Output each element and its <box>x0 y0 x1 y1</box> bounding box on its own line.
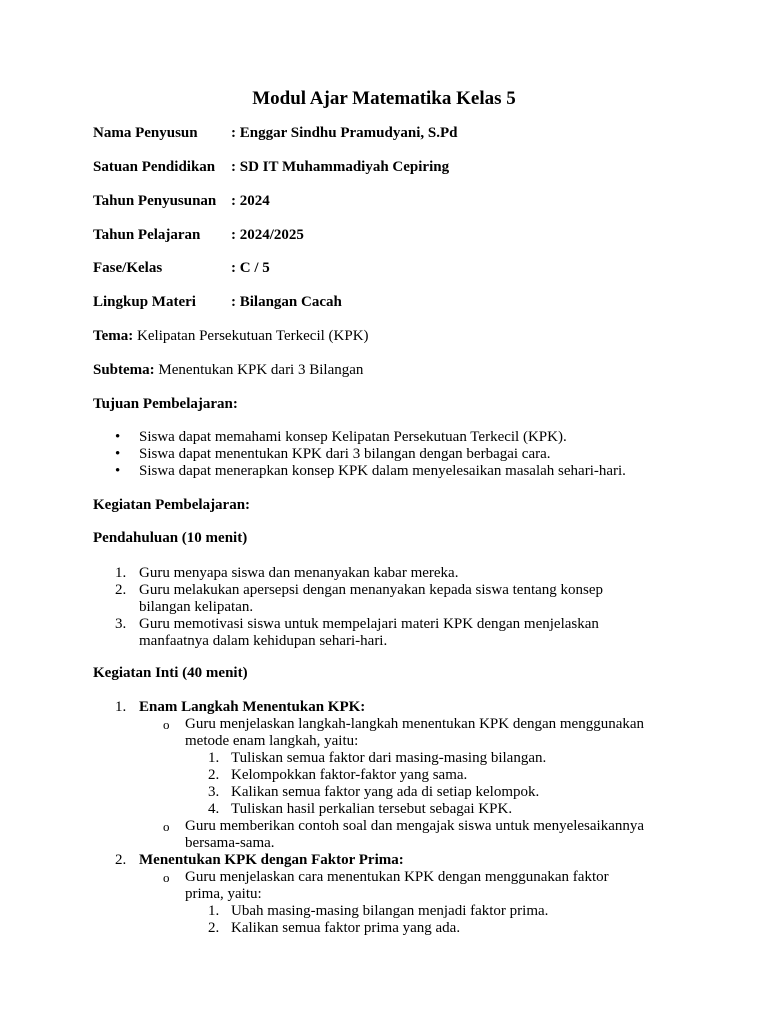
list-item <box>93 616 639 650</box>
list-item <box>93 699 693 852</box>
item-title: Enam Langkah Menentukan KPK: <box>139 699 366 715</box>
step-number: 2. <box>208 920 220 936</box>
item-title: Menentukan KPK dengan Faktor Prima: <box>139 852 404 868</box>
sub-item-text: Guru menjelaskan langkah-langkah menentukan KPK dengan menggunakan metode enam langkah, yaitu: <box>185 716 645 749</box>
step-item <box>185 903 645 920</box>
inti-heading: Kegiatan Inti (40 menit) <box>93 665 248 681</box>
subtema-value: Menentukan KPK dari 3 Bilangan <box>154 362 364 378</box>
step-item <box>185 767 665 784</box>
sub-item <box>139 818 665 852</box>
sub-item <box>139 716 665 818</box>
steps-list <box>185 750 665 818</box>
item-text: Guru memotivasi siswa untuk mempelajari materi KPK dengan menjelaskan manfaatnya dalam kehidupan sehari-hari. <box>139 616 599 649</box>
document-title: Modul Ajar Matematika Kelas 5 <box>252 88 516 109</box>
kegiatan-heading: Kegiatan Pembelajaran: <box>93 497 251 513</box>
tujuan-list <box>93 429 626 480</box>
tema-value: Kelipatan Persekutuan Terkecil (KPK) <box>133 328 369 344</box>
list-item <box>93 582 614 616</box>
tema-label: Tema: <box>93 328 134 344</box>
meta-value: : C / 5 <box>231 260 270 276</box>
meta-label: Nama Penyusun <box>93 125 198 141</box>
step-item <box>185 784 665 801</box>
item-text: Guru melakukan apersepsi dengan menanyakan kepada siswa tentang konsep bilangan kelipatan. <box>139 582 604 615</box>
step-item <box>185 750 665 767</box>
meta-value: : Enggar Sindhu Pramudyani, S.Pd <box>231 125 458 141</box>
sub-item-text: Guru menjelaskan cara menentukan KPK dengan menggunakan faktor prima, yaitu: <box>185 869 609 902</box>
meta-label: Fase/Kelas <box>93 260 163 276</box>
item-number: 2. <box>115 852 127 868</box>
item-text: Guru menyapa siswa dan menanyakan kabar mereka. <box>139 565 459 581</box>
list-item: • Siswa dapat menerapkan konsep KPK dalam menyelesaikan masalah sehari-hari. <box>93 463 626 480</box>
circle-bullet-icon: o <box>163 717 170 732</box>
step-item <box>185 801 665 818</box>
step-number: 1. <box>208 903 220 919</box>
tujuan-heading: Tujuan Pembelajaran: <box>93 396 238 412</box>
step-text: Kalikan semua faktor prima yang ada. <box>231 920 461 936</box>
sub-list <box>139 869 693 937</box>
meta-label: Lingkup Materi <box>93 294 196 310</box>
step-text: Tuliskan hasil perkalian tersebut sebagai KPK. <box>231 801 513 817</box>
step-text: Ubah masing-masing bilangan menjadi faktor prima. <box>231 903 549 919</box>
list-item <box>93 565 653 582</box>
list-item: • Siswa dapat menentukan KPK dari 3 bilangan dengan berbagai cara. <box>93 446 626 463</box>
item-number: 2. <box>115 582 127 598</box>
tema-line <box>93 328 369 345</box>
circle-bullet-icon: o <box>163 870 170 885</box>
sub-list <box>139 716 693 852</box>
item-number: 3. <box>115 616 127 632</box>
step-number: 4. <box>208 801 220 817</box>
pendahuluan-heading: Pendahuluan (10 menit) <box>93 530 248 546</box>
step-text: Tuliskan semua faktor dari masing-masing bilangan. <box>231 750 547 766</box>
step-number: 1. <box>208 750 220 766</box>
step-item <box>185 920 645 937</box>
step-text: Kelompokkan faktor-faktor yang sama. <box>231 767 468 783</box>
list-item <box>93 852 693 937</box>
steps-list <box>185 903 645 937</box>
meta-value: : Bilangan Cacah <box>231 294 342 310</box>
step-number: 2. <box>208 767 220 783</box>
subtema-label: Subtema: <box>93 362 155 378</box>
list-item: • Siswa dapat memahami konsep Kelipatan Persekutuan Terkecil (KPK). <box>93 429 626 446</box>
meta-label: Tahun Penyusunan <box>93 193 217 209</box>
meta-value: : 2024/2025 <box>231 227 304 243</box>
meta-value: : 2024 <box>231 193 270 209</box>
item-number: 1. <box>115 565 127 581</box>
sub-item-text: Guru memberikan contoh soal dan mengajak siswa untuk menyelesaikannya bersama-sama. <box>185 818 645 851</box>
meta-value: : SD IT Muhammadiyah Cepiring <box>231 159 450 175</box>
inti-list <box>93 699 693 937</box>
item-number: 1. <box>115 699 127 715</box>
sub-item <box>139 869 645 937</box>
step-number: 3. <box>208 784 220 800</box>
subtema-line <box>93 362 363 379</box>
pendahuluan-list <box>93 565 653 650</box>
meta-label: Tahun Pelajaran <box>93 227 201 243</box>
meta-label: Satuan Pendidikan <box>93 159 216 175</box>
circle-bullet-icon: o <box>163 819 170 834</box>
step-text: Kalikan semua faktor yang ada di setiap kelompok. <box>231 784 540 800</box>
